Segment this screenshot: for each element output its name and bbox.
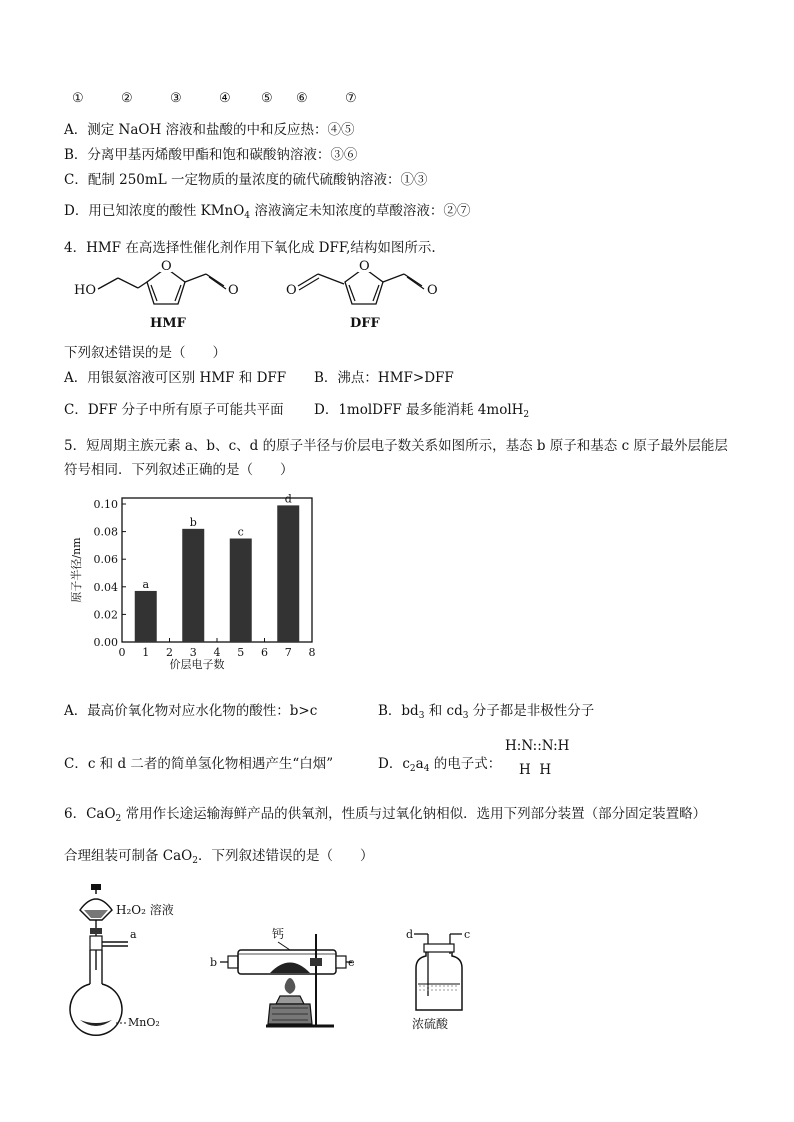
q5-option-c: C．c 和 d 二者的简单氢化物相遇产生“白烟” — [64, 756, 334, 772]
conc-h2so4-label: 浓硫酸 — [412, 1017, 449, 1031]
hmf-name: HMF — [150, 316, 186, 331]
atomic-radius-chart — [66, 486, 326, 672]
circled-1: ① — [72, 91, 84, 106]
dff-structure — [282, 252, 462, 332]
x-tick-label: 4 — [213, 646, 221, 659]
x-tick-label: 6 — [261, 646, 268, 659]
dff-ring-o: O — [359, 259, 370, 274]
q6-stem-1-rest: 常用作长途运输海鲜产品的供氧剂，性质与过氧化钠相似．选用下列部分装置（部分固定装置略） — [121, 806, 707, 822]
port-e-label: e — [348, 956, 355, 969]
q6-stem-2-rest: ．下列叙述错误的是（ ） — [197, 848, 374, 864]
x-tick-label: 8 — [308, 646, 316, 659]
q5-option-d-2: a — [415, 756, 424, 772]
port-a-label: a — [130, 928, 137, 941]
dff-left-o: O — [286, 283, 297, 298]
bar-c — [230, 539, 252, 643]
bar-b — [182, 529, 204, 642]
q4-option-a: A．用银氨溶液可区别 HMF 和 DFF — [64, 370, 287, 386]
x-tick-label: 7 — [284, 646, 292, 659]
q4-option-c: C．DFF 分子中所有原子可能共平面 — [64, 402, 284, 418]
q5-option-d — [378, 752, 501, 774]
hmf-ho-label: HO — [74, 283, 96, 298]
q5-stem-line2: 符号相同．下列叙述正确的是（ ） — [64, 462, 294, 478]
mno2-label: MnO₂ — [128, 1016, 160, 1029]
q5-option-d-1: D．c — [378, 756, 410, 772]
bar-label-c: c — [237, 525, 244, 539]
q6-stem-1: 6．CaO — [64, 806, 116, 822]
q5-option-b-s1: 3 — [418, 711, 425, 721]
y-axis-label: 原子半径/nm — [70, 537, 83, 603]
circled-4: ④ — [219, 91, 231, 106]
apparatus-wash-bottle — [404, 924, 474, 1034]
x-tick-label: 2 — [166, 646, 173, 659]
q6-stem-line1 — [64, 802, 706, 824]
q6-stem-1-sub: 2 — [115, 814, 122, 824]
q3-option-b: B．分离甲基丙烯酸甲酯和饱和碳酸钠溶液：③⑥ — [64, 147, 358, 163]
apparatus-heated-tube — [206, 924, 356, 1034]
q5-option-b-s2: 3 — [462, 711, 469, 721]
q5-stem-line1: 5．短周期主族元素 a、b、c、d 的原子半径与价层电子数关系如图所示，基态 b 原子和基态 c 原子最外层能层 — [64, 438, 728, 454]
circled-2: ② — [121, 91, 133, 106]
port-b-label: b — [210, 956, 218, 969]
y-tick-label: 0.02 — [93, 608, 118, 622]
y-tick-label: 0.06 — [93, 553, 118, 567]
circled-7: ⑦ — [345, 91, 357, 106]
q5-option-d-s2: 4 — [423, 764, 430, 774]
hmf-ald-o: O — [228, 283, 239, 298]
electron-formula-top: H:N::N:H — [505, 738, 570, 754]
q4-option-d — [314, 398, 529, 420]
calcium-label: 钙 — [272, 927, 285, 941]
hmf-ring-o: O — [161, 259, 172, 274]
bar-a — [135, 591, 157, 642]
q3-option-a: A．测定 NaOH 溶液和盐酸的中和反应热：④⑤ — [64, 122, 355, 138]
q5-option-b — [378, 699, 594, 721]
q5-option-d-3: 的电子式： — [429, 756, 502, 772]
electron-formula-bottom: H H — [519, 762, 552, 778]
q4-option-b: B．沸点：HMF>DFF — [314, 370, 454, 386]
q3-option-d-text: D．用已知浓度的酸性 KMnO — [64, 203, 245, 219]
y-tick-label: 0.00 — [93, 636, 118, 649]
y-tick-label: 0.08 — [93, 525, 118, 539]
q4-option-d-sub: 2 — [523, 410, 530, 420]
q4-option-d-text: D．1molDFF 最多能消耗 4molH — [314, 402, 524, 418]
q3-option-d-sub: 4 — [244, 211, 251, 221]
x-tick-label: 1 — [142, 646, 150, 659]
port-c-label: c — [464, 928, 471, 941]
q5-option-a: A．最高价氧化物对应水化物的酸性：b>c — [64, 703, 318, 719]
y-tick-label: 0.04 — [93, 580, 118, 594]
x-tick-label: 5 — [237, 646, 245, 659]
dff-right-o: O — [427, 283, 438, 298]
apparatus-gas-generator — [66, 880, 206, 1040]
h2o2-label: H₂O₂ 溶液 — [116, 903, 174, 917]
bar-d — [277, 505, 299, 642]
port-d-label: d — [406, 928, 414, 941]
q6-stem-2-sub: 2 — [192, 856, 198, 866]
q3-option-d-rest: 溶液滴定未知浓度的草酸溶液：②⑦ — [250, 203, 471, 219]
x-tick-label: 3 — [189, 646, 197, 659]
circled-6: ⑥ — [296, 91, 308, 106]
q3-option-d — [64, 199, 470, 221]
q3-option-c: C．配制 250mL 一定物质的量浓度的硫代硫酸钠溶液：①③ — [64, 172, 428, 188]
circled-number-row — [0, 91, 794, 109]
q4-question: 下列叙述错误的是（ ） — [64, 345, 226, 361]
circled-3: ③ — [170, 91, 182, 106]
q6-stem-2: 合理组装可制备 CaO — [64, 848, 193, 864]
hmf-structure — [66, 252, 266, 332]
bar-label-d: d — [284, 492, 292, 506]
q5-option-b-3: 分子都是非极性分子 — [468, 703, 595, 719]
q6-stem-line2 — [64, 844, 373, 866]
y-tick-label: 0.10 — [93, 498, 118, 511]
bar-label-b: b — [189, 515, 197, 529]
x-tick-label: 0 — [118, 646, 126, 659]
bar-label-a: a — [142, 577, 150, 591]
dff-name: DFF — [350, 316, 380, 331]
q5-option-d-s1: 2 — [409, 764, 416, 774]
q5-option-b-2: 和 cd — [424, 703, 463, 719]
circled-5: ⑤ — [261, 91, 273, 106]
q4-stem: 4．HMF 在高选择性催化剂作用下氧化成 DFF,结构如图所示. — [64, 240, 436, 256]
q5-option-b-1: B．bd — [378, 703, 419, 719]
x-axis-label: 价层电子数 — [169, 658, 225, 671]
